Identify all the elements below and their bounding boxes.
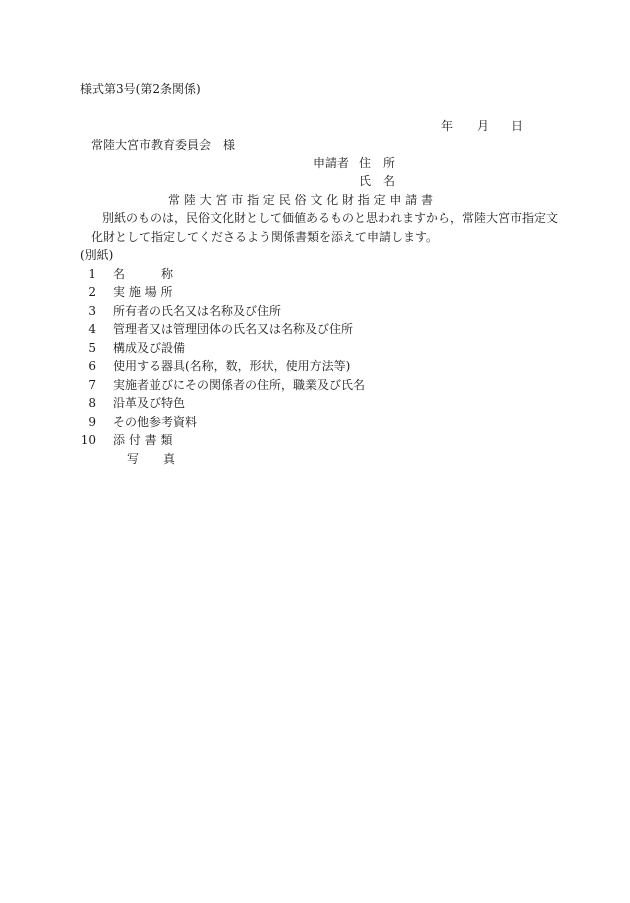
item-text: 所有者の氏名又は名称及び住所 <box>113 304 282 318</box>
sub-item: 写 真 <box>127 452 176 466</box>
item-number: 9 <box>88 415 96 429</box>
item-text: 使用する器具(名称，数，形状，使用方法等) <box>113 359 351 373</box>
item-text: その他参考資料 <box>113 415 198 429</box>
item-number: 10 <box>80 433 96 447</box>
attachment-heading: (別紙) <box>80 248 114 262</box>
address-label: 住 所 <box>359 156 396 170</box>
item-number: 2 <box>88 285 96 299</box>
month-label: 月 <box>477 119 490 133</box>
item-text: 構成及び設備 <box>113 341 186 355</box>
body-line: 化財として指定してくださるよう関係書類を添えて申請します。 <box>91 230 439 244</box>
item-text: 実施者並びにその関係者の住所，職業及び氏名 <box>113 378 366 392</box>
item-number: 6 <box>88 359 96 373</box>
applicant-label: 申請者 <box>313 156 350 170</box>
name-label: 氏 名 <box>359 174 396 188</box>
item-text: 管理者又は管理団体の氏名又は名称及び住所 <box>113 322 354 336</box>
item-text: 名 称 <box>113 267 174 281</box>
year-label: 年 <box>441 119 454 133</box>
item-number: 5 <box>88 341 96 355</box>
document-title: 常 陸 大 宮 市 指 定 民 俗 文 化 財 指 定 申 請 書 <box>168 193 434 207</box>
addressee: 常陸大宮市教育委員会 様 <box>91 138 236 152</box>
item-number: 3 <box>88 304 96 318</box>
item-number: 8 <box>88 396 96 410</box>
item-text: 添 付 書 類 <box>113 433 173 447</box>
day-label: 日 <box>511 119 524 133</box>
item-number: 1 <box>88 267 96 281</box>
body-line: 別紙のものは，民俗文化財として価値あるものと思われますから，常陸大宮市指定文 <box>102 211 559 225</box>
item-number: 7 <box>88 378 96 392</box>
item-number: 4 <box>88 322 96 336</box>
item-text: 実 施 場 所 <box>113 285 173 299</box>
item-text: 沿革及び特色 <box>113 396 186 410</box>
form-number: 様式第3号(第2条関係) <box>80 82 201 96</box>
